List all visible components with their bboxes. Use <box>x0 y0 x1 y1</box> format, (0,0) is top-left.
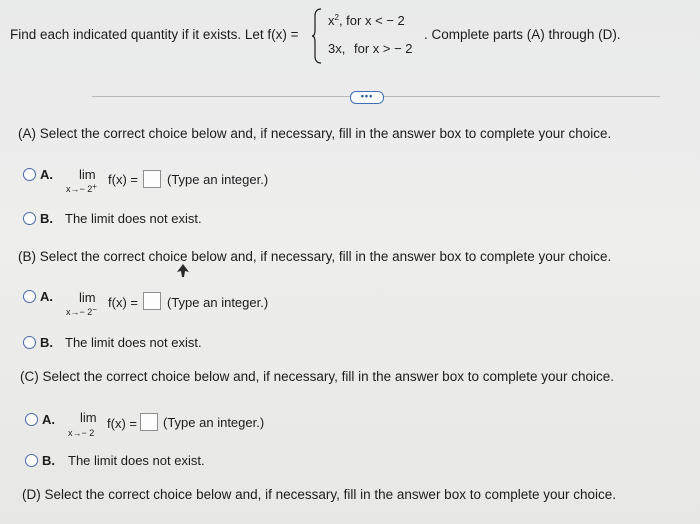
part-a-hint: (Type an integer.) <box>167 172 269 187</box>
part-c-option-b-letter: B. <box>42 453 55 468</box>
case1-exponent: 2 <box>334 13 339 22</box>
part-a-limit-sub <box>66 184 97 194</box>
part-b-fx: f(x) = <box>108 295 138 310</box>
part-c-option-b-text: The limit does not exist. <box>68 453 205 468</box>
part-a-prompt: (A) Select the correct choice below and, if necessary, fill in the answer box to complete your choice. <box>18 126 612 141</box>
part-b-answer-input[interactable] <box>143 292 161 310</box>
part-c-hint: (Type an integer.) <box>163 415 265 430</box>
part-b-limit-sup: − <box>92 305 97 314</box>
show-more-button[interactable]: ••• <box>350 91 384 104</box>
part-d-prompt: (D) Select the correct choice below and, if necessary, fill in the answer box to complete your choice. <box>22 487 617 502</box>
part-b-option-b-radio[interactable] <box>23 336 36 349</box>
part-c-prompt: (C) Select the correct choice below and, if necessary, fill in the answer box to complete your choice. <box>20 369 615 384</box>
part-a-lim: lim <box>79 167 96 182</box>
piecewise-case2-expr: 3x, <box>328 41 346 56</box>
part-c-limit-sub <box>68 428 94 438</box>
problem-intro: Find each indicated quantity if it exists. Let f(x) = <box>10 27 299 42</box>
piecewise-case2-cond: for x > − 2 <box>354 41 413 56</box>
part-a-limit-sup: + <box>92 182 97 191</box>
part-b-lim: lim <box>79 290 96 305</box>
part-b-option-b-text: The limit does not exist. <box>65 335 202 350</box>
part-b-limit-sub-text: x→− 2 <box>66 307 93 317</box>
part-c-limit-sub-text: x→− 2 <box>68 428 95 438</box>
part-b-option-a-radio[interactable] <box>23 290 36 303</box>
part-c-option-a-radio[interactable] <box>25 413 38 426</box>
case1-expr: x <box>328 13 335 28</box>
part-c-answer-input[interactable] <box>140 413 158 431</box>
piecewise-case1 <box>328 13 405 28</box>
part-a-option-b-letter: B. <box>40 211 53 226</box>
part-a-fx: f(x) = <box>108 172 138 187</box>
mouse-cursor-icon <box>176 264 190 280</box>
part-a-limit-sub-text: x→− 2 <box>66 184 93 194</box>
part-a-option-a-radio[interactable] <box>23 168 36 181</box>
part-c-fx: f(x) = <box>107 416 137 431</box>
part-b-limit-sub <box>66 307 97 317</box>
case1-cond: , for x < − 2 <box>338 13 405 28</box>
part-b-option-a-letter: A. <box>40 289 53 304</box>
part-c-lim: lim <box>80 410 97 425</box>
part-c-option-a-letter: A. <box>42 412 55 427</box>
part-b-prompt: (B) Select the correct choice below and, if necessary, fill in the answer box to complete your choice. <box>18 249 612 264</box>
part-b-hint: (Type an integer.) <box>167 295 269 310</box>
part-a-answer-input[interactable] <box>143 170 161 188</box>
part-c-option-b-radio[interactable] <box>25 454 38 467</box>
problem-tail: . Complete parts (A) through (D). <box>424 27 621 42</box>
part-b-option-b-letter: B. <box>40 335 53 350</box>
piecewise-brace <box>312 8 322 64</box>
part-a-option-b-radio[interactable] <box>23 212 36 225</box>
part-a-option-b-text: The limit does not exist. <box>65 211 202 226</box>
part-a-option-a-letter: A. <box>40 167 53 182</box>
